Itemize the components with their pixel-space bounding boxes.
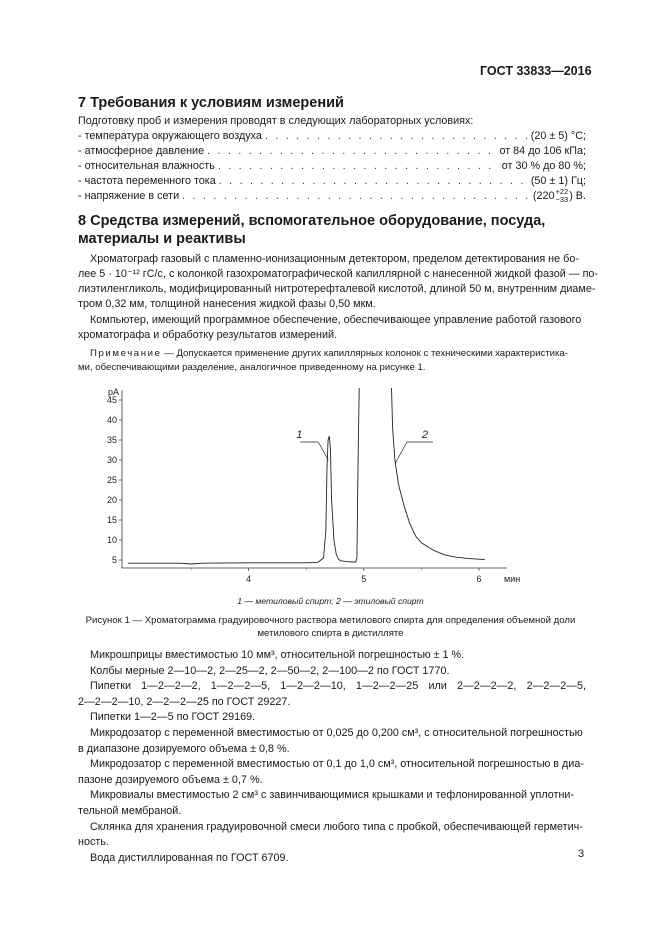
y-tick-label: 20: [106, 495, 117, 505]
peak-1-leader: [318, 442, 328, 460]
y-axis-label: pA: [107, 387, 119, 397]
voltage-tolerance-lower: −33: [555, 195, 569, 204]
equipment-line: Вода дистиллированная по ГОСТ 6709.: [90, 851, 289, 864]
equipment-line: Микровиалы вместимостью 2 см³ с завинчивающимися крышками и тефлонированной уплотни-: [90, 789, 575, 802]
condition-value: (20 ± 5) °С;: [530, 130, 586, 142]
equipment-line: Микродозатор с переменной вместимостью от 0,1 до 1,0 см³, относительной погрешностью в диа-: [90, 758, 584, 771]
series-line: [392, 388, 485, 560]
section-7-title: 7 Требования к условиям измерений: [78, 95, 344, 111]
equipment-line: Пипетки 1—2—2—2, 1—2—2—5, 1—2—2—10, 1—2—2—25 или 2—2—2—2, 2—2—2—5,: [90, 680, 586, 693]
y-tick-label: 5: [111, 555, 117, 565]
y-tick-label: 30: [106, 455, 117, 465]
paragraph-line: тром 0,32 мм, толщиной нанесения жидкой фазы 0,50 мкм.: [78, 298, 376, 310]
section-8-title-line-2: материалы и реактивы: [78, 231, 246, 247]
condition-label: - атмосферное давление: [78, 145, 205, 157]
condition-label: - напряжение в сети: [78, 190, 180, 202]
equipment-line: Микродозатор с переменной вместимостью от 0,025 до 0,200 см³, с относительной погрешностью: [90, 727, 583, 739]
condition-temperature: [78, 130, 586, 144]
y-tick-label: 40: [106, 415, 117, 425]
paragraph-line: Хроматограф газовый с пламенно-ионизационным детектором, пределом детектирования не бо-: [90, 253, 579, 265]
condition-value: (50 ± 1) Гц;: [530, 175, 586, 187]
x-tick-label: 5: [361, 574, 367, 584]
condition-label: - относительная влажность: [78, 160, 215, 172]
document-header-standard: ГОСТ 33833—2016: [480, 64, 592, 78]
figure-caption-line-1: Рисунок 1 — Хроматограмма градуировочного раствора метилового спирта для определения объемной доли: [85, 615, 576, 626]
equipment-line: Колбы мерные 2—10—2, 2—25—2, 2—50—2, 2—100—2 по ГОСТ 1770.: [90, 664, 450, 677]
condition-voltage: [78, 187, 586, 205]
series-lines: [128, 388, 485, 564]
peak-2-label: 2: [421, 429, 429, 441]
equipment-line: в диапазоне дозируемого объема ± 0,8 %.: [78, 742, 290, 755]
x-tick-label: 6: [476, 574, 482, 584]
voltage-nominal: (220: [532, 190, 555, 202]
peak-labels: [296, 429, 433, 464]
paragraph-line: лее 5 · 10⁻¹² гС/с, с колонкой газохроматографической капиллярной с нанесенной жидкой фазой — по-: [78, 268, 599, 280]
y-tick-label: 15: [106, 515, 117, 525]
condition-label: - частота переменного тока: [78, 175, 216, 187]
equipment-line: пазоне дозируемого объема ± 0,7 %.: [78, 773, 263, 786]
x-tick-label: 4: [246, 574, 252, 584]
chromatogram-chart: [92, 380, 532, 595]
equipment-line: Склянка для хранения градуировочной смеси любого типа с пробкой, обеспечивающей герметич-: [90, 820, 583, 833]
y-tick-label: 45: [106, 395, 117, 405]
paragraph-line: Компьютер, имеющий программное обеспечение, обеспечивающее управление работой газового: [90, 314, 582, 326]
condition-value: [533, 188, 586, 204]
paragraph-line: хроматографа и обработку результатов измерений.: [78, 329, 338, 341]
equipment-line: ность.: [78, 836, 109, 849]
peak-1-label: 1: [296, 429, 303, 441]
condition-humidity: [78, 160, 586, 174]
note-label: Примечание: [90, 348, 162, 359]
figure-legend: 1 — метиловый спирт; 2 — этиловый спирт: [237, 596, 424, 606]
equipment-line: тельной мембраной.: [78, 805, 182, 817]
y-tick-label: 25: [106, 475, 117, 485]
condition-value: от 84 до 106 кПа;: [499, 145, 586, 157]
y-tick-label: 10: [106, 535, 117, 545]
page-number: 3: [578, 848, 585, 860]
condition-label: - температура окружающего воздуха: [78, 130, 262, 142]
note-line-1: [90, 347, 568, 361]
equipment-line: Пипетки 1—2—5 по ГОСТ 29169.: [90, 711, 256, 724]
x-axis-ticks: [191, 568, 481, 584]
x-axis-label: мин: [504, 574, 521, 584]
condition-pressure: [78, 145, 586, 159]
note-line-2: ми, обеспечивающими разделение, аналогичное приведенному на рисунке 1.: [78, 362, 426, 373]
y-tick-label: 35: [106, 435, 117, 445]
equipment-line: 2—2—2—10, 2—2—2—25 по ГОСТ 29227.: [78, 695, 291, 708]
equipment-line: Микрошприцы вместимостью 10 мм³, относительной погрешностью ± 1 %.: [90, 649, 465, 661]
voltage-tolerance-upper: +22: [555, 187, 569, 196]
note-text: — Допускается применение других капиллярных колонок с техническими характеристика-: [161, 348, 568, 359]
voltage-unit: ) В.: [569, 190, 586, 202]
peak-2-leader: [395, 442, 407, 464]
paragraph-line: лиэтиленгликоль, модифицированный нитротерефталевой кислотой, длиной 50 м, внутренним диаме-: [78, 283, 596, 295]
figure-caption-line-2: метилового спирта в дистилляте: [257, 628, 404, 639]
voltage-tolerance: [555, 188, 568, 204]
section-7-intro: Подготовку проб и измерения проводят в следующих лабораторных условиях:: [78, 115, 474, 127]
y-axis-ticks: [107, 395, 122, 565]
condition-value: от 30 % до 80 %;: [501, 160, 586, 172]
series-line: [128, 388, 359, 564]
section-8-title-line-1: 8 Средства измерений, вспомогательное оборудование, посуда,: [78, 213, 546, 229]
